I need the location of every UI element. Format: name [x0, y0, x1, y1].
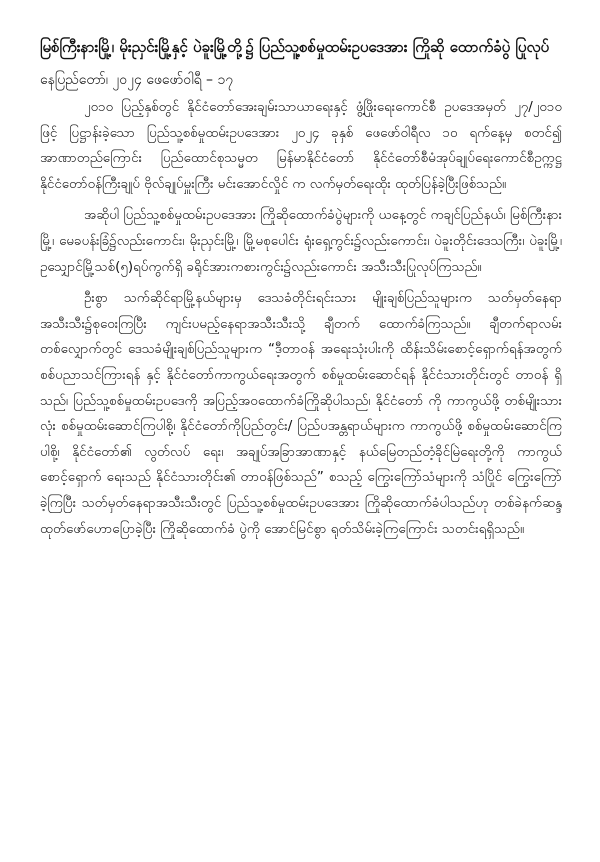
article-paragraph-3: ဦးစွာ သက်ဆိုင်ရာမြို့နယ်များမှ ဒေသခံတိုင်းရင်းသား မျိုးချစ်ပြည်သူများက သတ်မှတ်နေရာအသီးသီး၌စုဝေးကြပြီး ကျင်းပမည့်နေရာအသီးသီးသို့ ချီတက် ထောက်ခံကြသည်။ ချီတက်ရာလမ်းတစ်လျှောက်တွင် ဒေသခံမျိုးချစ်ပြည်သူများက “ဒီ့တာဝန် အရေးသုံးပါးကို ထိန်းသိမ်းစောင့်ရှောက်ရန်အတွက် စစ်ပညာသင်ကြားရန် နှင့် နိုင်ငံတော်ကာကွယ်ရေးအတွက် စစ်မှုထမ်းဆောင်ရန် နိုင်ငံသားတိုင်းတွင် တာဝန် ရှိသည်၊ ပြည်သူ့စစ်မှုထမ်းဥပဒေကို အပြည့်အဝထောက်ခံကြိုဆိုပါသည်၊ နိုင်ငံတော် ကို ကာကွယ်ဖို့ တစ်မျိုးသားလုံး စစ်မှုထမ်းဆောင်ကြပါစို့၊ နိုင်ငံတော်ကိုပြည်တွင်း/ ပြည်ပအန္တရာယ်များက ကာကွယ်ဖို့ စစ်မှုထမ်းဆောင်ကြပါစို့၊ နိုင်ငံတော်၏ လွတ်လပ် ရေး၊ အချုပ်အခြာအာဏာနှင့် နယ်မြေတည်တံ့ခိုင်မြဲရေးတို့ကို ကာကွယ်စောင့်ရှောက် ရေးသည် နိုင်ငံသားတိုင်း၏ တာဝန်ဖြစ်သည်” စသည့် ကြွေးကြော်သံများကို သံပြိုင် ကြွေးကြော်ခဲ့ကြပြီး သတ်မှတ်နေရာအသီးသီးတွင် ပြည်သူ့စစ်မှုထမ်းဥပဒေအား ကြိုဆိုထောက်ခံပါသည်ဟု တစ်ခဲနက်ဆန္ဒထုတ်ဖော်ဟောပြောခဲ့ပြီး ကြိုဆိုထောက်ခံ ပွဲကို အောင်မြင်စွာ ရုတ်သိမ်းခဲ့ကြကြောင်း သတင်းရရှိသည်။ — [40, 291, 562, 537]
news-article — [40, 34, 562, 548]
article-title: မြစ်ကြီးနားမြို့၊ မိုးညှင်းမြို့နှင့် ပဲခူးမြို့တို့၌ ပြည်သူ့စစ်မှုထမ်းဥပဒေအား ကြိုဆို ထောက်ခံပွဲ ပြုလုပ် — [40, 38, 550, 56]
article-dateline: နေပြည်တော်၊ ၂၀၂၄ ဖေဖော်ဝါရီ – ၁၇ — [40, 72, 234, 88]
article-paragraph-2: အဆိုပါ ပြည်သူ့စစ်မှုထမ်းဥပဒေအား ကြိုဆိုထောက်ခံပွဲများကို ယနေ့တွင် ကချင်ပြည်နယ်၊ မြစ်ကြီးနားမြို့၊ မေခပန်းခြံ၌လည်းကောင်း၊ မိုးညှင်းမြို့၊ မြို့မစုပေါင်း ရုံးရှေ့ကွင်း၌လည်းကောင်း၊ ပဲခူးတိုင်းဒေသကြီး၊ ပဲခူးမြို့၊ ဥသျှောင်မြို့သစ်(၅)ရပ်ကွက်ရှိ ခရိုင်အားကစားကွင်း၌လည်းကောင်း အသီးသီးပြုလုပ်ကြသည်။ — [40, 208, 562, 275]
article-paragraph-1: ၂၀၁၀ ပြည့်နှစ်တွင် နိုင်ငံတော်အေးချမ်းသာယာရေးနှင့် ဖွံ့ဖြိုးရေးကောင်စီ ဥပဒေအမှတ် ၂၇/၂၀၁၀ ဖြင့် ပြဋ္ဌာန်းခဲ့သော ပြည်သူ့စစ်မှုထမ်းဥပဒေအား ၂၀၂၄ ခုနှစ် ဖေဖော်ဝါရီလ ၁၀ ရက်နေ့မှ စတင်၍ အာဏာတည်ကြောင်း ပြည်ထောင်စုသမ္မတ မြန်မာနိုင်ငံတော် နိုင်ငံတော်စီမံအုပ်ချုပ်ရေးကောင်စီဥက္ကဋ္ဌ နိုင်ငံတော်ဝန်ကြီးချုပ် ဗိုလ်ချုပ်မှူးကြီး မင်းအောင်လှိုင် က လက်မှတ်ရေးထိုး ထုတ်ပြန်ခဲ့ပြီးဖြစ်သည်။ — [40, 100, 562, 192]
